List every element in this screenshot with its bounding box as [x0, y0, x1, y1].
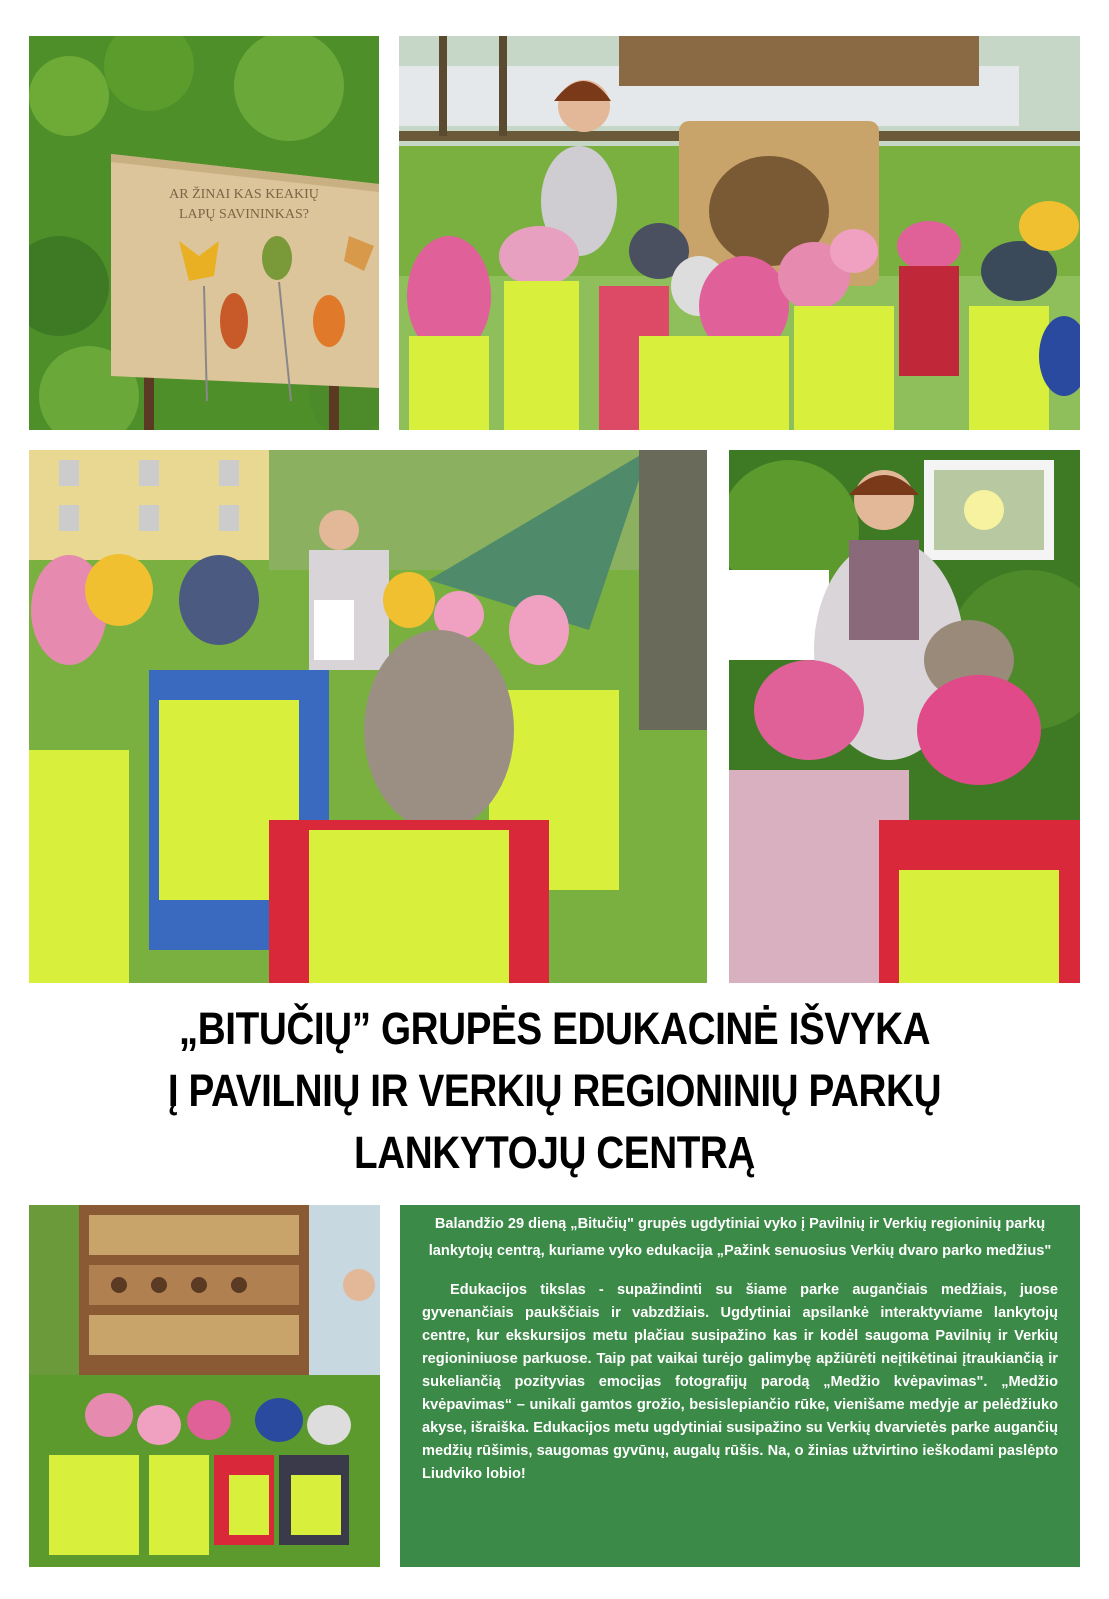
photo-guide-flower-picture: [729, 450, 1080, 983]
title-line-2: Į PAVILNIŲ IR VERKIŲ REGIONINIŲ PARKŲ: [167, 1065, 942, 1116]
photo-guide-at-board: [399, 36, 1080, 430]
sign-line-2: LAPŲ SAVININKAS?: [178, 207, 310, 222]
photo-leaf-sign: [29, 36, 379, 430]
title-line-1: „BITUČIŲ” GRUPĖS EDUKACINĖ IŠVYKA: [178, 1003, 931, 1054]
photo-children-group: [29, 450, 707, 983]
article-body: Edukacijos tikslas - supažindinti su šiame parke augančiais medžiais, juose gyvenančiais paukščiais ir vabzdžiais. Ugdytiniai apsilankė interaktyviame lankytojų centre, kur ekskursijos metu plačiau susipažino kas ir kodėl saugoma Pavilnių ir Verkių regioniniuose parkuose. Taip pat vaikai turėjo galimybę apžiūrėti neįtikėtinai įtraukiančią ir sukeliančią pozityvias emocijas fotografijų parodą „Medžio kvėpavimas". „Medžio kvėpavimas“ – unikali gamtos grožio, besislepiančio rūke, vienišame medyje ar pelėdžiuko akyse, išraiška. Edukacijos metu ugdytiniai susipažino su Verkių dvarvietės parke augančių medžių rūšimis, saugomas gyvūnų, augalų rūšis. Na, o žinias užtvirtino ieškodami paslėpto Liudviko lobio!: [422, 1282, 1058, 1482]
article-text-box: [400, 1205, 1080, 1567]
photo-insect-hotel: [29, 1205, 380, 1567]
article-intro: Balandžio 29 dieną „Bitučių" grupės ugdytiniai vyko į Pavilnių ir Verkių regioninių parkų lankytojų centrą, kuriame vyko edukacija „Pažink senuosius Verkių dvaro parko medžius": [428, 1216, 1052, 1259]
sign-line-1: AR ŽINAI KAS KEAKIŲ: [169, 187, 319, 202]
page-title: [78, 998, 1032, 1184]
title-line-3: LANKYTOJŲ CENTRĄ: [354, 1127, 755, 1178]
